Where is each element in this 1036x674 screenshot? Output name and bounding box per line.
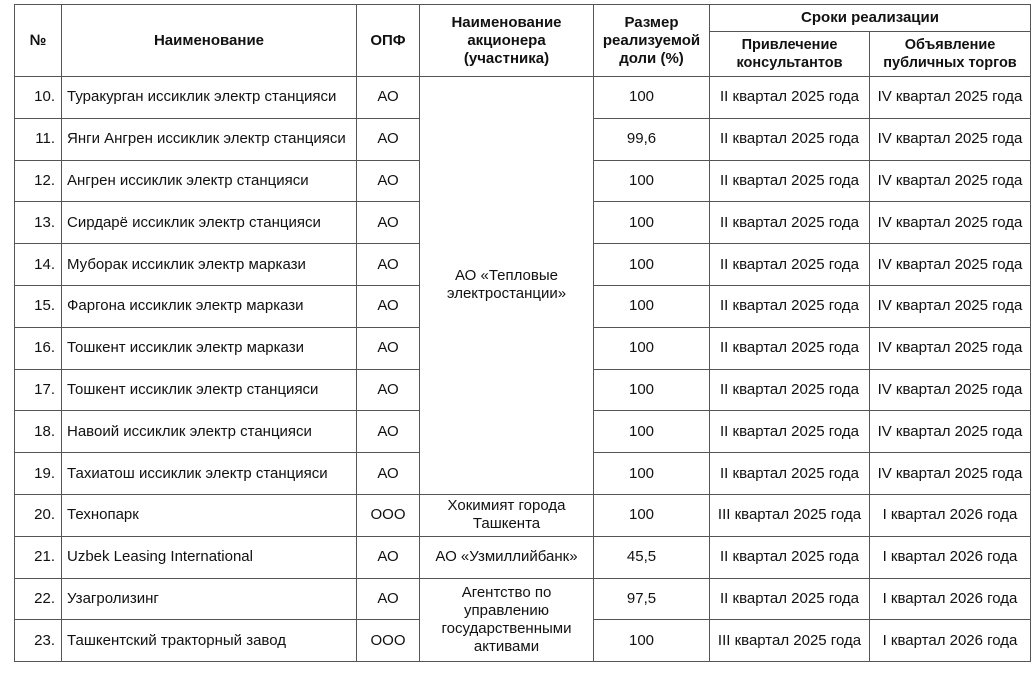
privatization-table xyxy=(14,4,1031,662)
row-consultants: II квартал 2025 года xyxy=(710,160,870,202)
row-num: 19. xyxy=(15,453,62,495)
row-share: 100 xyxy=(594,411,710,453)
row-share: 100 xyxy=(594,285,710,327)
row-opf: АО xyxy=(357,244,420,286)
row-opf: АО xyxy=(357,411,420,453)
row-auction: IV квартал 2025 года xyxy=(870,244,1031,286)
row-consultants: II квартал 2025 года xyxy=(710,536,870,578)
row-auction: I квартал 2026 года xyxy=(870,620,1031,662)
row-opf: АО xyxy=(357,285,420,327)
row-consultants: II квартал 2025 года xyxy=(710,369,870,411)
row-name: Туракурган иссиклик электр станцияси xyxy=(62,77,357,119)
row-opf: ООО xyxy=(357,494,420,536)
row-opf: АО xyxy=(357,578,420,620)
row-share: 100 xyxy=(594,244,710,286)
row-share: 100 xyxy=(594,369,710,411)
row-name: Сирдарё иссиклик электр станцияси xyxy=(62,202,357,244)
table-row xyxy=(15,494,1031,536)
table-row xyxy=(15,578,1031,620)
row-name: Uzbek Leasing International xyxy=(62,536,357,578)
row-share: 100 xyxy=(594,327,710,369)
row-share: 100 xyxy=(594,620,710,662)
row-auction: IV квартал 2025 года xyxy=(870,369,1031,411)
row-consultants: III квартал 2025 года xyxy=(710,494,870,536)
row-consultants: II квартал 2025 года xyxy=(710,202,870,244)
row-auction: IV квартал 2025 года xyxy=(870,77,1031,119)
row-share: 100 xyxy=(594,202,710,244)
row-num: 23. xyxy=(15,620,62,662)
row-name: Тошкент иссиклик электр станцияси xyxy=(62,369,357,411)
row-consultants: II квартал 2025 года xyxy=(710,285,870,327)
row-num: 20. xyxy=(15,494,62,536)
row-num: 17. xyxy=(15,369,62,411)
row-name: Ташкентский тракторный завод xyxy=(62,620,357,662)
row-share: 100 xyxy=(594,453,710,495)
row-auction: I квартал 2026 года xyxy=(870,578,1031,620)
row-consultants: II квартал 2025 года xyxy=(710,327,870,369)
row-consultants: II квартал 2025 года xyxy=(710,411,870,453)
row-num: 21. xyxy=(15,536,62,578)
row-name: Технопарк xyxy=(62,494,357,536)
row-opf: АО xyxy=(357,118,420,160)
row-auction: IV квартал 2025 года xyxy=(870,453,1031,495)
header-consultants: Привлечение консультантов xyxy=(710,32,870,77)
row-opf: АО xyxy=(357,536,420,578)
row-auction: IV квартал 2025 года xyxy=(870,327,1031,369)
table-row xyxy=(15,77,1031,119)
row-name: Янги Ангрен иссиклик электр станцияси xyxy=(62,118,357,160)
header-num: № xyxy=(15,5,62,77)
row-num: 16. xyxy=(15,327,62,369)
row-opf: АО xyxy=(357,77,420,119)
row-name: Тошкент иссиклик электр маркази xyxy=(62,327,357,369)
row-auction: IV квартал 2025 года xyxy=(870,202,1031,244)
shareholder-agency: Агентство по управлению государственными активами xyxy=(420,578,594,662)
row-opf: АО xyxy=(357,369,420,411)
row-consultants: II квартал 2025 года xyxy=(710,578,870,620)
shareholder-uzmilliybank: АО «Узмиллийбанк» xyxy=(420,536,594,578)
row-auction: IV квартал 2025 года xyxy=(870,411,1031,453)
row-opf: АО xyxy=(357,453,420,495)
row-num: 22. xyxy=(15,578,62,620)
row-opf: АО xyxy=(357,202,420,244)
header-name: Наименование xyxy=(62,5,357,77)
row-auction: I квартал 2026 года xyxy=(870,536,1031,578)
row-auction: IV квартал 2025 года xyxy=(870,118,1031,160)
row-share: 100 xyxy=(594,160,710,202)
row-opf: АО xyxy=(357,160,420,202)
row-name: Навоий иссиклик электр станцияси xyxy=(62,411,357,453)
row-num: 13. xyxy=(15,202,62,244)
header-share: Размер реализуемой доли (%) xyxy=(594,5,710,77)
row-share: 45,5 xyxy=(594,536,710,578)
row-num: 10. xyxy=(15,77,62,119)
row-consultants: II квартал 2025 года xyxy=(710,453,870,495)
header-shareholder: Наименование акционера (участника) xyxy=(420,5,594,77)
row-share: 100 xyxy=(594,494,710,536)
row-num: 14. xyxy=(15,244,62,286)
row-num: 15. xyxy=(15,285,62,327)
header-auction: Объявление публичных торгов xyxy=(870,32,1031,77)
row-share: 99,6 xyxy=(594,118,710,160)
row-num: 18. xyxy=(15,411,62,453)
row-num: 12. xyxy=(15,160,62,202)
row-name: Фаргона иссиклик электр маркази xyxy=(62,285,357,327)
row-consultants: III квартал 2025 года xyxy=(710,620,870,662)
row-opf: АО xyxy=(357,327,420,369)
row-auction: I квартал 2026 года xyxy=(870,494,1031,536)
row-consultants: II квартал 2025 года xyxy=(710,77,870,119)
table-header xyxy=(15,5,1031,77)
row-consultants: II квартал 2025 года xyxy=(710,118,870,160)
row-name: Узагролизинг xyxy=(62,578,357,620)
shareholder-tes: АО «Тепловые электростанции» xyxy=(420,77,594,495)
header-opf: ОПФ xyxy=(357,5,420,77)
table-body xyxy=(15,77,1031,662)
row-opf: ООО xyxy=(357,620,420,662)
shareholder-hokimiyat: Хокимият города Ташкента xyxy=(420,494,594,536)
row-consultants: II квартал 2025 года xyxy=(710,244,870,286)
row-share: 100 xyxy=(594,77,710,119)
header-terms: Сроки реализации xyxy=(710,5,1031,32)
row-share: 97,5 xyxy=(594,578,710,620)
row-name: Тахиатош иссиклик электр станцияси xyxy=(62,453,357,495)
row-name: Муборак иссиклик электр маркази xyxy=(62,244,357,286)
row-num: 11. xyxy=(15,118,62,160)
table-row xyxy=(15,536,1031,578)
row-name: Ангрен иссиклик электр станцияси xyxy=(62,160,357,202)
row-auction: IV квартал 2025 года xyxy=(870,285,1031,327)
row-auction: IV квартал 2025 года xyxy=(870,160,1031,202)
